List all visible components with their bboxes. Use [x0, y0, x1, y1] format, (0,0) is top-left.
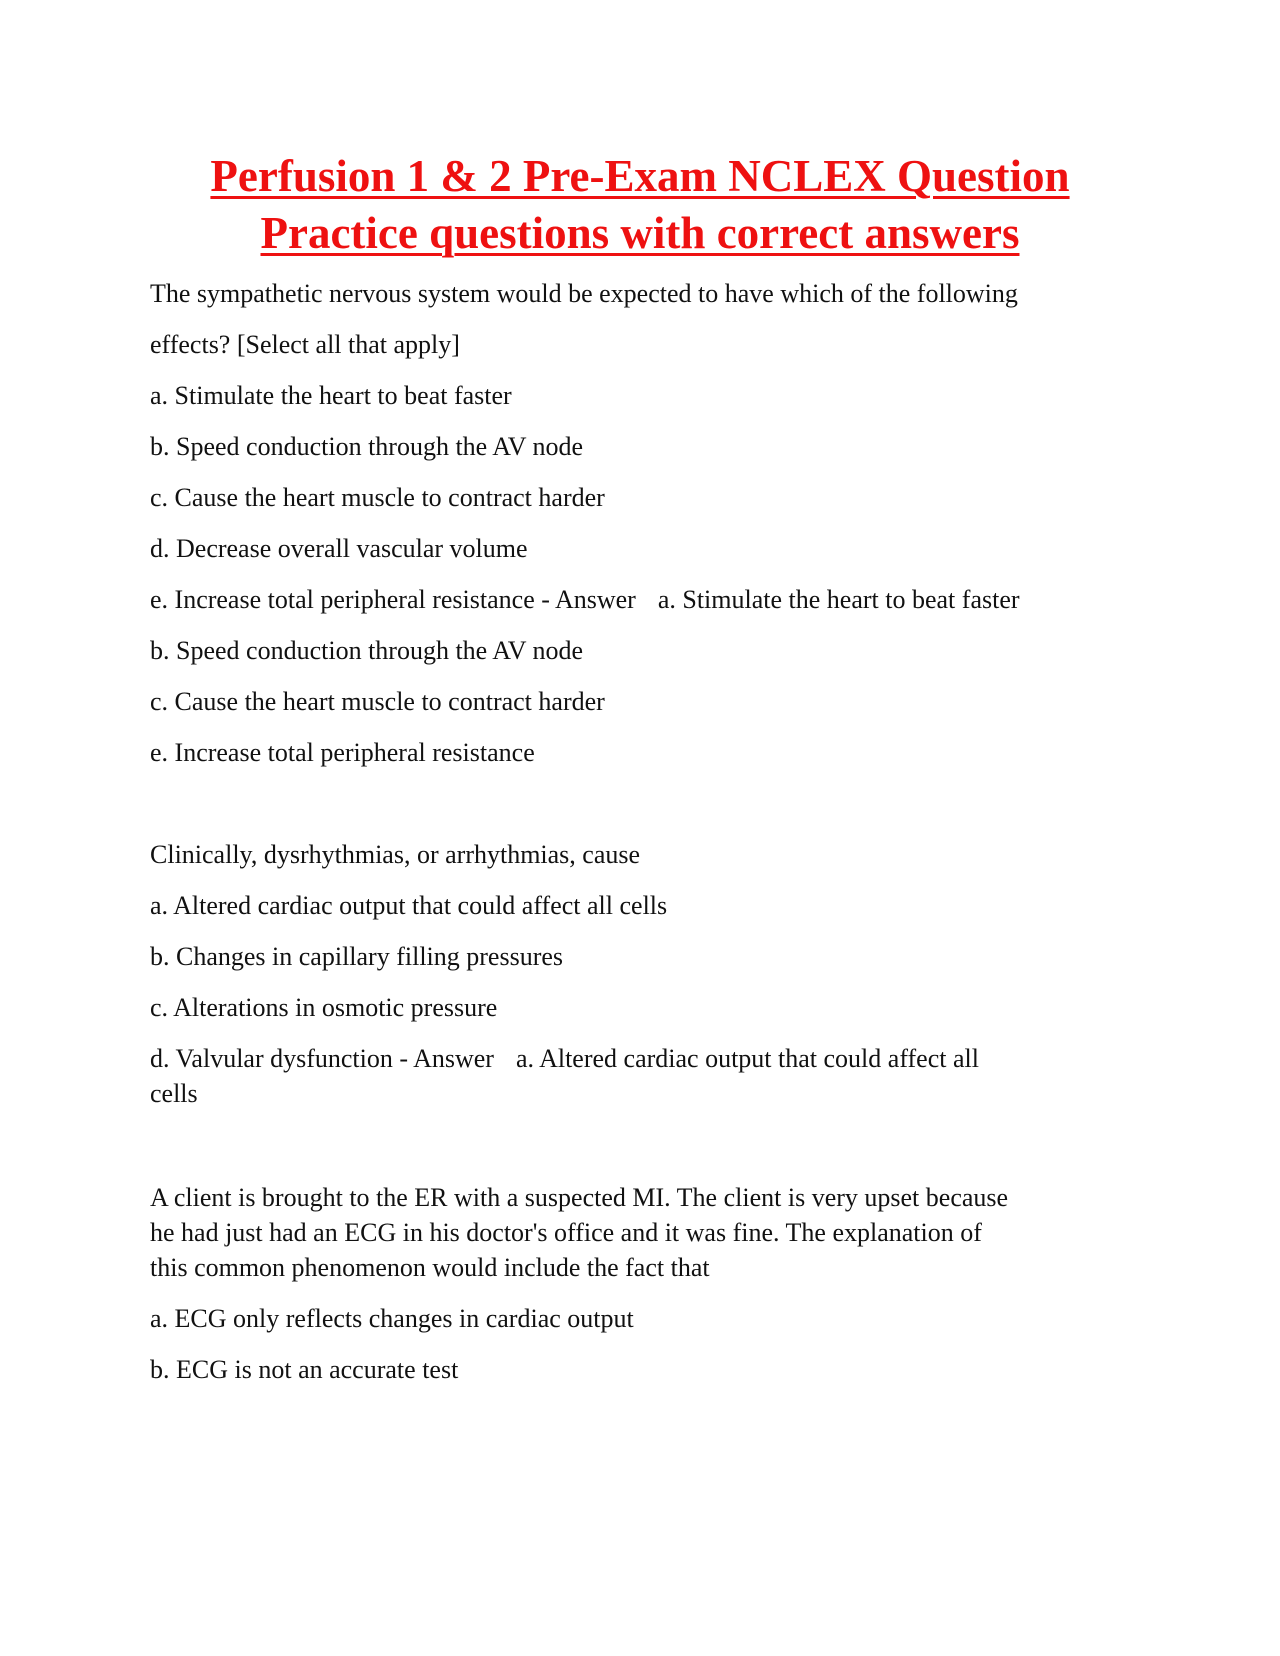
q1-option-b: b. Speed conduction through the AV node — [150, 432, 584, 461]
q1-option-d: d. Decrease overall vascular volume — [150, 534, 528, 563]
q2-option-a: a. Altered cardiac output that could affect all cells — [150, 891, 668, 920]
q1-answer-e: e. Increase total peripheral resistance — [150, 738, 535, 767]
q1-option-e: e. Increase total peripheral resistance - Answer — [150, 585, 636, 614]
q3-stem-line-1: A client is brought to the ER with a suspected MI. The client is very upset because — [150, 1183, 1009, 1212]
q1-option-a: a. Stimulate the heart to beat faster — [150, 381, 512, 410]
q2-answer-line-2: cells — [150, 1079, 198, 1108]
q1-option-c: c. Cause the heart muscle to contract harder — [150, 483, 605, 512]
title-line-2: Practice questions with correct answers — [260, 208, 1020, 258]
document-title — [0, 148, 1280, 262]
q1-answer-b: b. Speed conduction through the AV node — [150, 636, 584, 665]
q1-option-e-line — [150, 582, 1020, 618]
q1-answer-a: a. Stimulate the heart to beat faster — [657, 585, 1020, 614]
q2-stem: Clinically, dysrhythmias, or arrhythmias, cause — [150, 840, 641, 869]
q2-option-b: b. Changes in capillary filling pressures — [150, 942, 564, 971]
q2-answer-line-1: a. Altered cardiac output that could affect all — [515, 1044, 979, 1073]
q2-option-c: c. Alterations in osmotic pressure — [150, 993, 498, 1022]
q1-stem-line-1: The sympathetic nervous system would be expected to have which of the following — [150, 279, 1018, 308]
q2-option-d-line — [150, 1041, 979, 1077]
title-line-1: Perfusion 1 & 2 Pre-Exam NCLEX Question — [210, 151, 1070, 201]
q3-option-b: b. ECG is not an accurate test — [150, 1355, 459, 1384]
q1-answer-c: c. Cause the heart muscle to contract harder — [150, 687, 605, 716]
q2-option-d: d. Valvular dysfunction - Answer — [150, 1044, 494, 1073]
q1-stem-line-2: effects? [Select all that apply] — [150, 330, 460, 359]
q3-stem-line-2: he had just had an ECG in his doctor's office and it was fine. The explanation of — [150, 1218, 982, 1247]
q3-option-a: a. ECG only reflects changes in cardiac output — [150, 1304, 634, 1333]
q3-stem-line-3: this common phenomenon would include the fact that — [150, 1253, 710, 1282]
